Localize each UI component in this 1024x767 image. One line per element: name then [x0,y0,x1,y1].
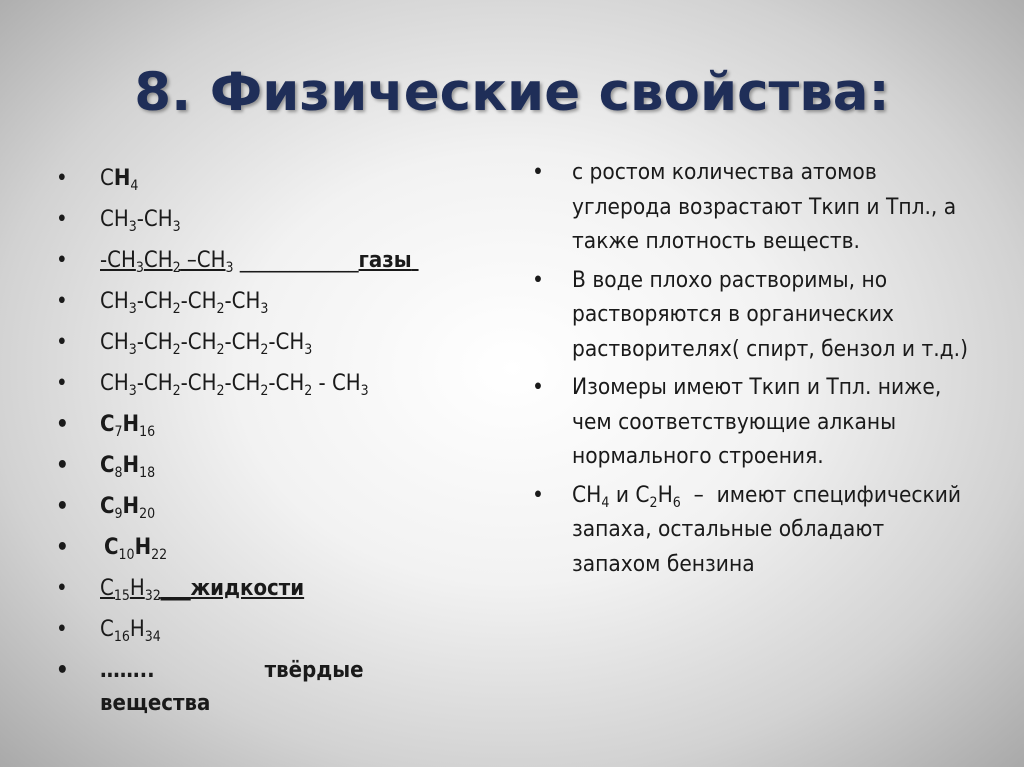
bullet: • [56,166,68,191]
bullet: • [56,371,68,396]
bullet: • [56,576,68,601]
bullet: • [56,412,69,437]
bullet: • [56,330,68,355]
c15h32-formula: $С_{15}Н_{32}\_\_\_жидкости$ [100,576,305,604]
list-item-propane-gases: • $-СН_3СН_2$ $-СН_3$ ____________газы [56,240,496,281]
property-item-boiling: • с ростом количества атомов углерода возрастают Ткип и Тпл., а также плотность веществ. [532,155,972,259]
list-item-c8h18: • $С_8Н_{18}$ [56,445,496,486]
property-item-smell: • $СН_4$ и $С_2Н_6$ – имеют специфический запаха, остальные обладают запахом бензина [532,478,972,582]
alkanes-list [56,158,496,720]
list-item-hexane: • $СН_3-СН_2-СН_2-СН_2-СН_2 - СН_3$ [56,363,496,404]
slide-title: 8. Физические свойства: [134,62,890,123]
properties-list [532,155,972,585]
list-item-c15h32-liquids [56,568,496,609]
list-item-solids: • …….. твёрдые вещества [56,650,496,720]
bullet: • [532,266,544,293]
bullet: • [56,494,69,519]
list-item-methane: • $СН_4$ [56,158,496,199]
property-item-isomers: • Изомеры имеют Ткип и Тпл. ниже, чем соответствующие алканы нормального строения. [532,370,972,474]
bullet: • [532,374,544,400]
bullet: • [532,159,544,185]
bullet: • [56,207,68,232]
list-item-ethane: • $СН_3-СН_3$ [56,199,496,240]
gases-label: газы [358,248,412,273]
bullet: • [56,453,69,478]
list-item-c9h20: • $С_9Н_{20}$ [56,486,496,527]
list-item-c16h34: • $С_{16}Н_{34}$ [56,609,496,650]
bullet: • [56,617,68,642]
list-item-c10h22: • $С_{10}Н_{22}$ [56,527,496,568]
propane-formula: $-СН_3СН_2$ $-СН_3$ [100,248,234,276]
bullet: • [56,248,68,273]
bullet: • [56,535,69,560]
list-item-pentane: • $СН_3-СН_2-СН_2-СН_2-СН_3$ [56,322,496,363]
bullet: • [56,658,69,683]
bullet: • [56,289,68,314]
bullet: • [532,481,544,508]
list-item-c7h16: • $С_7Н_{16}$ [56,404,496,445]
property-item-solubility: • В воде плохо растворимы, но растворяются в органических растворителях( спирт, бензол и т.д.) [532,263,972,367]
list-item-butane: • $СН_3-СН_2-СН_2-СН_3$ [56,281,496,322]
liquids-label: жидкости [190,576,305,601]
